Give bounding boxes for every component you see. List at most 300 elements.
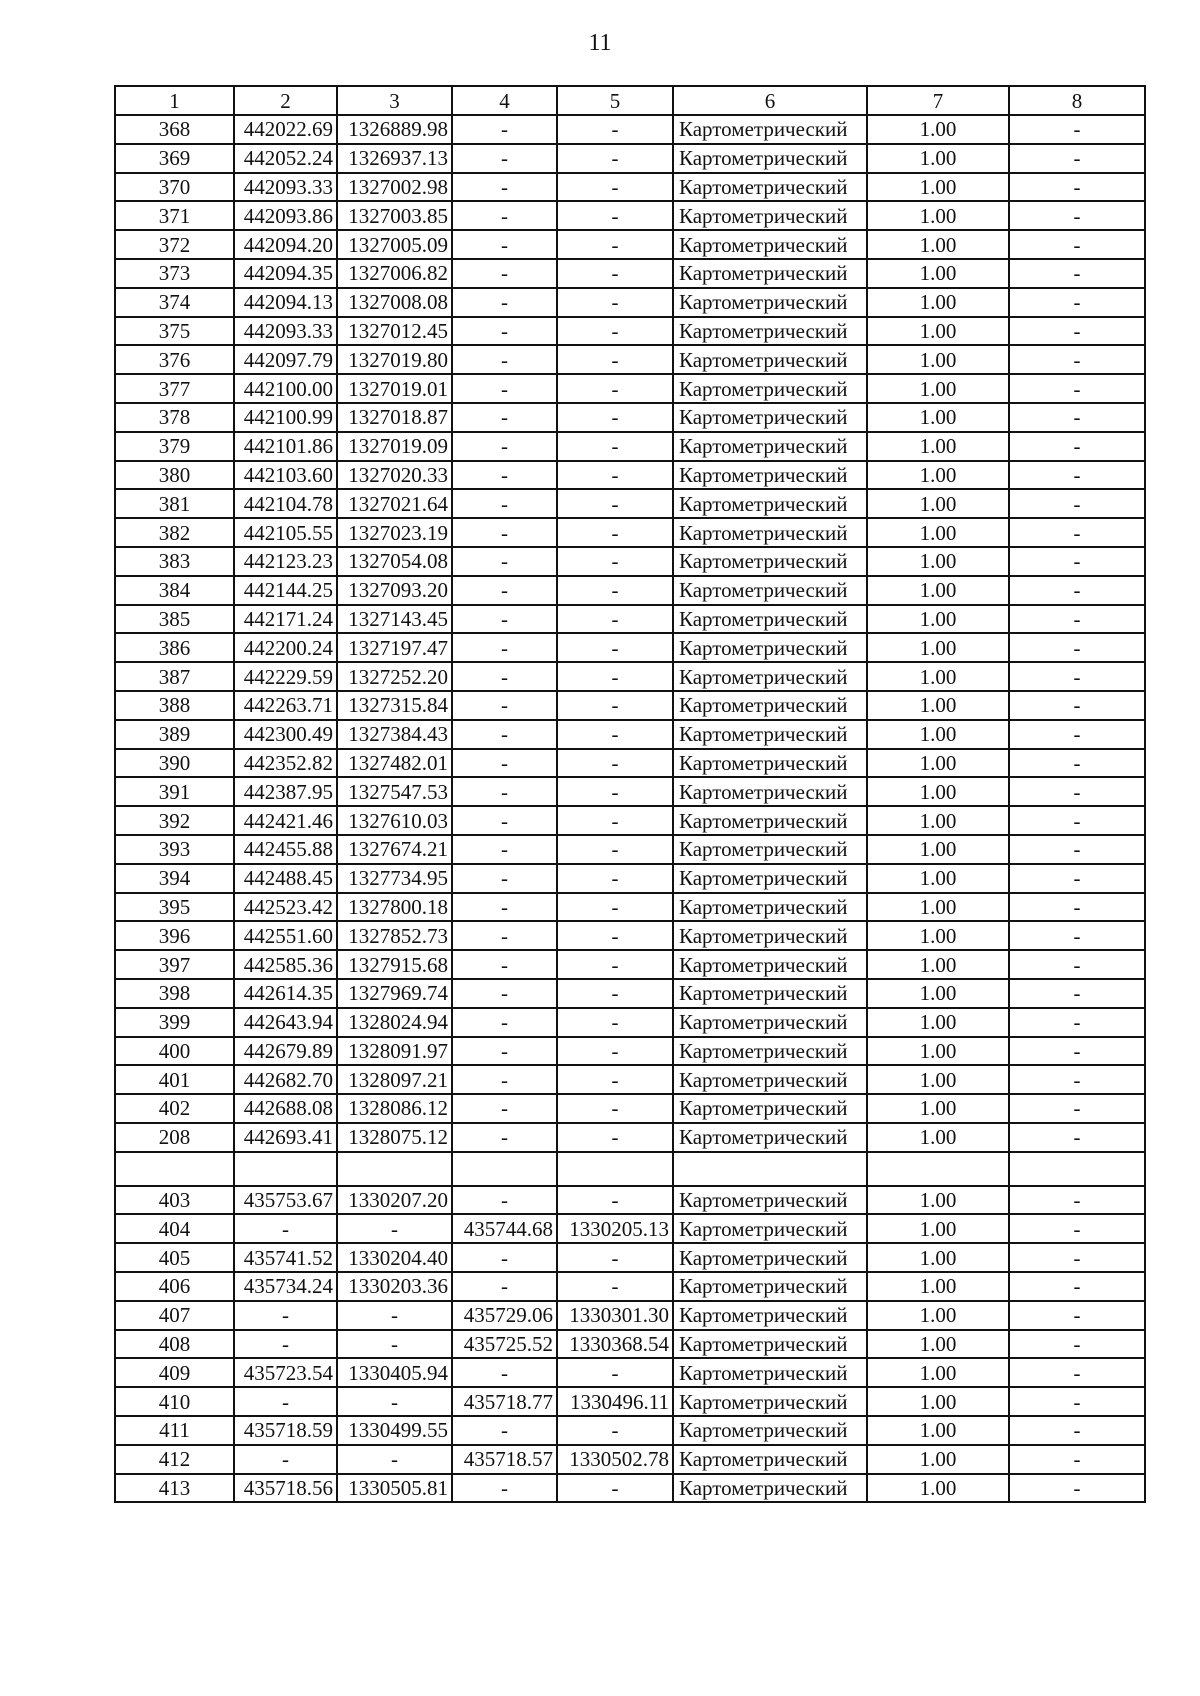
- accuracy-cell: 1.00: [867, 259, 1009, 288]
- y-new-coordinate-cell: -: [557, 1008, 673, 1037]
- method-cell: Картометрический: [673, 144, 867, 173]
- x-coordinate-cell: 435753.67: [234, 1186, 337, 1215]
- method-cell: Картометрический: [673, 317, 867, 346]
- method-cell: Картометрический: [673, 1272, 867, 1301]
- accuracy-cell: 1.00: [867, 1037, 1009, 1066]
- x-coordinate-cell: 435718.56: [234, 1474, 337, 1503]
- x-new-coordinate-cell: -: [452, 1037, 557, 1066]
- point-number-cell: 391: [115, 777, 234, 806]
- table-row: [115, 230, 1145, 259]
- table-row: [115, 1065, 1145, 1094]
- x-new-coordinate-cell: 435718.57: [452, 1445, 557, 1474]
- y-coordinate-cell: 1327915.68: [337, 950, 452, 979]
- y-new-coordinate-cell: -: [557, 835, 673, 864]
- table-row: [115, 173, 1145, 202]
- note-cell: -: [1009, 921, 1145, 950]
- y-coordinate-cell: 1328097.21: [337, 1065, 452, 1094]
- x-new-coordinate-cell: -: [452, 893, 557, 922]
- point-number-cell: 396: [115, 921, 234, 950]
- y-new-coordinate-cell: -: [557, 777, 673, 806]
- point-number-cell: 369: [115, 144, 234, 173]
- y-new-coordinate-cell: -: [557, 1474, 673, 1503]
- x-new-coordinate-cell: -: [452, 1474, 557, 1503]
- x-coordinate-cell: 442100.00: [234, 374, 337, 403]
- point-number-cell: 395: [115, 893, 234, 922]
- note-cell: -: [1009, 1445, 1145, 1474]
- point-number-cell: 410: [115, 1387, 234, 1416]
- table-row: [115, 979, 1145, 1008]
- method-cell: Картометрический: [673, 288, 867, 317]
- table-row: [115, 893, 1145, 922]
- x-new-coordinate-cell: -: [452, 749, 557, 778]
- table-row: [115, 1474, 1145, 1503]
- y-coordinate-cell: 1330499.55: [337, 1416, 452, 1445]
- point-number-cell: 401: [115, 1065, 234, 1094]
- point-number-cell: 379: [115, 432, 234, 461]
- accuracy-cell: 1.00: [867, 288, 1009, 317]
- note-cell: -: [1009, 547, 1145, 576]
- method-cell: Картометрический: [673, 1243, 867, 1272]
- note-cell: -: [1009, 835, 1145, 864]
- note-cell: -: [1009, 1474, 1145, 1503]
- x-coordinate-cell: 442229.59: [234, 662, 337, 691]
- y-coordinate-cell: 1327018.87: [337, 403, 452, 432]
- x-coordinate-cell: 442455.88: [234, 835, 337, 864]
- x-coordinate-cell: 442200.24: [234, 633, 337, 662]
- note-cell: -: [1009, 1214, 1145, 1243]
- table-row: [115, 403, 1145, 432]
- x-coordinate-cell: 442094.20: [234, 230, 337, 259]
- x-new-coordinate-cell: -: [452, 1123, 557, 1152]
- table-row: [115, 547, 1145, 576]
- y-new-coordinate-cell: -: [557, 547, 673, 576]
- x-coordinate-cell: 435734.24: [234, 1272, 337, 1301]
- note-cell: -: [1009, 1272, 1145, 1301]
- accuracy-cell: 1.00: [867, 806, 1009, 835]
- y-new-coordinate-cell: -: [557, 1358, 673, 1387]
- y-coordinate-cell: 1327482.01: [337, 749, 452, 778]
- method-cell: Картометрический: [673, 864, 867, 893]
- x-new-coordinate-cell: -: [452, 691, 557, 720]
- y-new-coordinate-cell: -: [557, 259, 673, 288]
- y-new-coordinate-cell: 1330301.30: [557, 1301, 673, 1330]
- accuracy-cell: 1.00: [867, 1272, 1009, 1301]
- x-new-coordinate-cell: -: [452, 633, 557, 662]
- x-new-coordinate-cell: -: [452, 259, 557, 288]
- note-cell: -: [1009, 633, 1145, 662]
- y-coordinate-cell: -: [337, 1445, 452, 1474]
- method-cell: Картометрический: [673, 489, 867, 518]
- table-row: [115, 1330, 1145, 1359]
- method-cell: [673, 1152, 867, 1186]
- point-number-cell: 383: [115, 547, 234, 576]
- method-cell: Картометрический: [673, 1330, 867, 1359]
- method-cell: Картометрический: [673, 950, 867, 979]
- y-new-coordinate-cell: -: [557, 432, 673, 461]
- y-new-coordinate-cell: -: [557, 461, 673, 490]
- accuracy-cell: 1.00: [867, 1358, 1009, 1387]
- y-new-coordinate-cell: -: [557, 317, 673, 346]
- method-cell: Картометрический: [673, 720, 867, 749]
- point-number-cell: 376: [115, 345, 234, 374]
- accuracy-cell: 1.00: [867, 950, 1009, 979]
- method-cell: Картометрический: [673, 230, 867, 259]
- x-coordinate-cell: 442094.35: [234, 259, 337, 288]
- x-new-coordinate-cell: -: [452, 1416, 557, 1445]
- x-new-coordinate-cell: -: [452, 576, 557, 605]
- x-new-coordinate-cell: -: [452, 547, 557, 576]
- point-number-cell: 411: [115, 1416, 234, 1445]
- column-header: 5: [557, 86, 673, 115]
- y-coordinate-cell: 1328024.94: [337, 1008, 452, 1037]
- point-number-cell: 392: [115, 806, 234, 835]
- point-number-cell: 409: [115, 1358, 234, 1387]
- note-cell: -: [1009, 403, 1145, 432]
- accuracy-cell: 1.00: [867, 1330, 1009, 1359]
- point-number-cell: 381: [115, 489, 234, 518]
- y-new-coordinate-cell: -: [557, 1123, 673, 1152]
- point-number-cell: 399: [115, 1008, 234, 1037]
- y-new-coordinate-cell: [557, 1152, 673, 1186]
- x-new-coordinate-cell: -: [452, 1358, 557, 1387]
- method-cell: Картометрический: [673, 1123, 867, 1152]
- x-new-coordinate-cell: -: [452, 835, 557, 864]
- accuracy-cell: 1.00: [867, 547, 1009, 576]
- x-new-coordinate-cell: -: [452, 115, 557, 144]
- table-row: [115, 432, 1145, 461]
- accuracy-cell: 1.00: [867, 1123, 1009, 1152]
- table-row: [115, 1152, 1145, 1186]
- y-coordinate-cell: 1327610.03: [337, 806, 452, 835]
- header-row: [115, 86, 1145, 115]
- note-cell: -: [1009, 518, 1145, 547]
- point-number-cell: 394: [115, 864, 234, 893]
- y-coordinate-cell: 1327003.85: [337, 201, 452, 230]
- table-row: [115, 1037, 1145, 1066]
- point-number-cell: 373: [115, 259, 234, 288]
- y-new-coordinate-cell: -: [557, 1272, 673, 1301]
- y-coordinate-cell: 1327315.84: [337, 691, 452, 720]
- y-new-coordinate-cell: -: [557, 173, 673, 202]
- column-header: 2: [234, 86, 337, 115]
- note-cell: -: [1009, 1008, 1145, 1037]
- table-row: [115, 374, 1145, 403]
- table-row: [115, 1008, 1145, 1037]
- accuracy-cell: 1.00: [867, 345, 1009, 374]
- y-new-coordinate-cell: 1330368.54: [557, 1330, 673, 1359]
- x-new-coordinate-cell: -: [452, 605, 557, 634]
- point-number-cell: 397: [115, 950, 234, 979]
- x-new-coordinate-cell: -: [452, 662, 557, 691]
- method-cell: Картометрический: [673, 518, 867, 547]
- table-row: [115, 201, 1145, 230]
- method-cell: Картометрический: [673, 921, 867, 950]
- note-cell: -: [1009, 489, 1145, 518]
- accuracy-cell: 1.00: [867, 317, 1009, 346]
- accuracy-cell: 1.00: [867, 662, 1009, 691]
- note-cell: -: [1009, 374, 1145, 403]
- method-cell: Картометрический: [673, 777, 867, 806]
- method-cell: Картометрический: [673, 1008, 867, 1037]
- point-number-cell: 393: [115, 835, 234, 864]
- accuracy-cell: 1.00: [867, 173, 1009, 202]
- table-row: [115, 576, 1145, 605]
- x-new-coordinate-cell: -: [452, 864, 557, 893]
- x-new-coordinate-cell: -: [452, 1272, 557, 1301]
- point-number-cell: 382: [115, 518, 234, 547]
- accuracy-cell: 1.00: [867, 605, 1009, 634]
- accuracy-cell: 1.00: [867, 921, 1009, 950]
- x-new-coordinate-cell: -: [452, 489, 557, 518]
- method-cell: Картометрический: [673, 576, 867, 605]
- note-cell: -: [1009, 1330, 1145, 1359]
- accuracy-cell: 1.00: [867, 144, 1009, 173]
- x-new-coordinate-cell: [452, 1152, 557, 1186]
- note-cell: -: [1009, 662, 1145, 691]
- column-header: 3: [337, 86, 452, 115]
- x-new-coordinate-cell: -: [452, 921, 557, 950]
- method-cell: Картометрический: [673, 1037, 867, 1066]
- table-row: [115, 1416, 1145, 1445]
- x-new-coordinate-cell: -: [452, 1186, 557, 1215]
- y-new-coordinate-cell: -: [557, 288, 673, 317]
- method-cell: Картометрический: [673, 662, 867, 691]
- x-new-coordinate-cell: -: [452, 1094, 557, 1123]
- table-row: [115, 806, 1145, 835]
- point-number-cell: 398: [115, 979, 234, 1008]
- method-cell: Картометрический: [673, 979, 867, 1008]
- point-number-cell: 371: [115, 201, 234, 230]
- method-cell: Картометрический: [673, 1387, 867, 1416]
- x-coordinate-cell: 442693.41: [234, 1123, 337, 1152]
- y-coordinate-cell: 1327969.74: [337, 979, 452, 1008]
- y-coordinate-cell: 1327734.95: [337, 864, 452, 893]
- x-new-coordinate-cell: -: [452, 403, 557, 432]
- y-new-coordinate-cell: -: [557, 489, 673, 518]
- x-new-coordinate-cell: 435729.06: [452, 1301, 557, 1330]
- table-row: [115, 1214, 1145, 1243]
- accuracy-cell: 1.00: [867, 461, 1009, 490]
- x-coordinate-cell: 442100.99: [234, 403, 337, 432]
- y-new-coordinate-cell: -: [557, 1065, 673, 1094]
- method-cell: Картометрический: [673, 1094, 867, 1123]
- x-coordinate-cell: 442094.13: [234, 288, 337, 317]
- point-number-cell: 408: [115, 1330, 234, 1359]
- x-new-coordinate-cell: -: [452, 518, 557, 547]
- x-new-coordinate-cell: -: [452, 144, 557, 173]
- point-number-cell: 389: [115, 720, 234, 749]
- point-number-cell: 372: [115, 230, 234, 259]
- x-coordinate-cell: 442093.33: [234, 173, 337, 202]
- point-number-cell: 407: [115, 1301, 234, 1330]
- x-new-coordinate-cell: -: [452, 432, 557, 461]
- x-new-coordinate-cell: -: [452, 374, 557, 403]
- x-new-coordinate-cell: -: [452, 317, 557, 346]
- x-coordinate-cell: 442421.46: [234, 806, 337, 835]
- point-number-cell: 388: [115, 691, 234, 720]
- y-new-coordinate-cell: -: [557, 144, 673, 173]
- accuracy-cell: 1.00: [867, 864, 1009, 893]
- y-coordinate-cell: 1327006.82: [337, 259, 452, 288]
- x-coordinate-cell: -: [234, 1387, 337, 1416]
- method-cell: Картометрический: [673, 1416, 867, 1445]
- y-new-coordinate-cell: -: [557, 201, 673, 230]
- y-coordinate-cell: [337, 1152, 452, 1186]
- note-cell: -: [1009, 317, 1145, 346]
- table-row: [115, 1387, 1145, 1416]
- x-coordinate-cell: 442387.95: [234, 777, 337, 806]
- method-cell: Картометрический: [673, 374, 867, 403]
- y-coordinate-cell: 1327093.20: [337, 576, 452, 605]
- table-row: [115, 1094, 1145, 1123]
- accuracy-cell: 1.00: [867, 691, 1009, 720]
- point-number-cell: 386: [115, 633, 234, 662]
- x-coordinate-cell: 442585.36: [234, 950, 337, 979]
- method-cell: Картометрический: [673, 749, 867, 778]
- method-cell: Картометрический: [673, 1214, 867, 1243]
- x-coordinate-cell: 442052.24: [234, 144, 337, 173]
- y-new-coordinate-cell: -: [557, 345, 673, 374]
- table-row: [115, 662, 1145, 691]
- table-row: [115, 1243, 1145, 1272]
- accuracy-cell: 1.00: [867, 720, 1009, 749]
- page-number: 11: [588, 30, 612, 56]
- x-coordinate-cell: -: [234, 1214, 337, 1243]
- point-number-cell: 368: [115, 115, 234, 144]
- y-new-coordinate-cell: -: [557, 864, 673, 893]
- x-new-coordinate-cell: -: [452, 345, 557, 374]
- table-row: [115, 691, 1145, 720]
- note-cell: -: [1009, 749, 1145, 778]
- note-cell: -: [1009, 605, 1145, 634]
- accuracy-cell: 1.00: [867, 1243, 1009, 1272]
- method-cell: Картометрический: [673, 345, 867, 374]
- point-number-cell: 390: [115, 749, 234, 778]
- table-row: [115, 288, 1145, 317]
- note-cell: -: [1009, 345, 1145, 374]
- accuracy-cell: [867, 1152, 1009, 1186]
- note-cell: -: [1009, 950, 1145, 979]
- accuracy-cell: 1.00: [867, 1008, 1009, 1037]
- note-cell: -: [1009, 1387, 1145, 1416]
- y-coordinate-cell: 1330505.81: [337, 1474, 452, 1503]
- x-new-coordinate-cell: 435744.68: [452, 1214, 557, 1243]
- y-coordinate-cell: 1330203.36: [337, 1272, 452, 1301]
- accuracy-cell: 1.00: [867, 1387, 1009, 1416]
- y-new-coordinate-cell: -: [557, 950, 673, 979]
- method-cell: Картометрический: [673, 547, 867, 576]
- x-new-coordinate-cell: -: [452, 777, 557, 806]
- y-coordinate-cell: 1328091.97: [337, 1037, 452, 1066]
- table-row: [115, 461, 1145, 490]
- table-row: [115, 633, 1145, 662]
- accuracy-cell: 1.00: [867, 1065, 1009, 1094]
- accuracy-cell: 1.00: [867, 633, 1009, 662]
- method-cell: Картометрический: [673, 259, 867, 288]
- note-cell: -: [1009, 288, 1145, 317]
- x-coordinate-cell: 442643.94: [234, 1008, 337, 1037]
- note-cell: -: [1009, 893, 1145, 922]
- x-coordinate-cell: 442171.24: [234, 605, 337, 634]
- y-coordinate-cell: 1327143.45: [337, 605, 452, 634]
- x-new-coordinate-cell: -: [452, 1243, 557, 1272]
- column-header: 6: [673, 86, 867, 115]
- note-cell: -: [1009, 1037, 1145, 1066]
- table-row: [115, 345, 1145, 374]
- y-new-coordinate-cell: -: [557, 230, 673, 259]
- y-coordinate-cell: 1327800.18: [337, 893, 452, 922]
- point-number-cell: 404: [115, 1214, 234, 1243]
- y-coordinate-cell: 1327384.43: [337, 720, 452, 749]
- note-cell: -: [1009, 259, 1145, 288]
- x-new-coordinate-cell: -: [452, 806, 557, 835]
- method-cell: Картометрический: [673, 691, 867, 720]
- x-coordinate-cell: 442300.49: [234, 720, 337, 749]
- x-coordinate-cell: 442679.89: [234, 1037, 337, 1066]
- table-row: [115, 1301, 1145, 1330]
- y-new-coordinate-cell: -: [557, 1186, 673, 1215]
- x-coordinate-cell: 442093.86: [234, 201, 337, 230]
- y-new-coordinate-cell: -: [557, 979, 673, 1008]
- point-number-cell: 406: [115, 1272, 234, 1301]
- x-coordinate-cell: -: [234, 1330, 337, 1359]
- note-cell: -: [1009, 1243, 1145, 1272]
- table-row: [115, 950, 1145, 979]
- y-coordinate-cell: 1330405.94: [337, 1358, 452, 1387]
- table-row: [115, 1358, 1145, 1387]
- x-new-coordinate-cell: -: [452, 1008, 557, 1037]
- y-new-coordinate-cell: -: [557, 115, 673, 144]
- x-coordinate-cell: 442614.35: [234, 979, 337, 1008]
- y-coordinate-cell: 1327852.73: [337, 921, 452, 950]
- x-new-coordinate-cell: 435718.77: [452, 1387, 557, 1416]
- y-new-coordinate-cell: -: [557, 749, 673, 778]
- accuracy-cell: 1.00: [867, 518, 1009, 547]
- note-cell: -: [1009, 432, 1145, 461]
- note-cell: -: [1009, 1094, 1145, 1123]
- point-number-cell: 380: [115, 461, 234, 490]
- accuracy-cell: 1.00: [867, 835, 1009, 864]
- y-coordinate-cell: -: [337, 1330, 452, 1359]
- y-coordinate-cell: 1327019.09: [337, 432, 452, 461]
- column-header: 4: [452, 86, 557, 115]
- x-coordinate-cell: 442022.69: [234, 115, 337, 144]
- accuracy-cell: 1.00: [867, 403, 1009, 432]
- y-coordinate-cell: 1330204.40: [337, 1243, 452, 1272]
- note-cell: -: [1009, 691, 1145, 720]
- table-row: [115, 720, 1145, 749]
- accuracy-cell: 1.00: [867, 374, 1009, 403]
- note-cell: -: [1009, 115, 1145, 144]
- table-row: [115, 115, 1145, 144]
- method-cell: Картометрический: [673, 1445, 867, 1474]
- note-cell: -: [1009, 864, 1145, 893]
- x-coordinate-cell: 442352.82: [234, 749, 337, 778]
- x-new-coordinate-cell: -: [452, 979, 557, 1008]
- column-header: 8: [1009, 86, 1145, 115]
- x-coordinate-cell: 442097.79: [234, 345, 337, 374]
- method-cell: Картометрический: [673, 893, 867, 922]
- accuracy-cell: 1.00: [867, 576, 1009, 605]
- method-cell: Картометрический: [673, 1186, 867, 1215]
- y-coordinate-cell: 1327002.98: [337, 173, 452, 202]
- y-coordinate-cell: 1327674.21: [337, 835, 452, 864]
- method-cell: Картометрический: [673, 173, 867, 202]
- y-coordinate-cell: 1326889.98: [337, 115, 452, 144]
- x-coordinate-cell: 442105.55: [234, 518, 337, 547]
- y-coordinate-cell: 1327019.01: [337, 374, 452, 403]
- y-new-coordinate-cell: -: [557, 1094, 673, 1123]
